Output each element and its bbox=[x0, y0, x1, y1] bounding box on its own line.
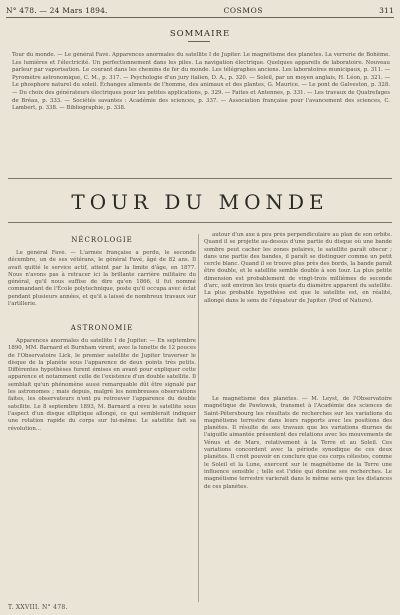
running-header bbox=[6, 4, 394, 16]
necrologie-paragraph: Le général Favé. — L'armée française a perdu, le seconde décembre, un de ses vétérans, le général Favé, âgé de 82 ans. Il avait quitté le service actif, atteint par la limite d'âge, en 1877. Nous n'avons pas à retracer ici la brillante carrière militaire du général, qu'il nous suffise de dire qu'en 1866, il fut nommé commandant de l'École polytechnique, poste qu'il occupa avec éclat pendant plusieurs années, et qu'il a laissé de nombreux travaux sur l'artillerie. bbox=[8, 250, 196, 308]
header-rule bbox=[6, 17, 394, 18]
section-rule-top bbox=[8, 178, 392, 179]
sommaire-text: Tour du monde. — Le général Favé. Apparences anormales du satellite I de Jupiter. Le magnétisme des planètes. La verrerie de Bohême. Les lumières et l'électricité. Un perfectionnement dans les piles. La navigation électrique. Quelques appareils de laboratoire. Nouveau parleur par vaporisation. Le courant dans les chemins de fer du monde. Les télégraphes anciens. Les laboratoires municipaux, p. 311. — Pyromètre astronomique, C. M., p. 317. — Psychologie d'un jury italien, D. A., p. 320. — Soleil, par un moyen anglais, H. Léon, p. 321. — Le phosphore naturel du soleil. Échanges aliments de l'homme, des animaux et des plantes, G. Maurice. — Le pont de Galveston, p. 328. — Du choix des générateurs électriques pour les petites applications, p. 329. — Faites et Antennes, p. 331. — Les travaux de Quatrefages de Bréau, p. 333. — Sociétés savantes : Académie des sciences, p. 337. — Association française pour l'avancement des sciences, C. Lambert, p. 338. — Bibliographie, p. 338. bbox=[12, 52, 390, 112]
footer-signature: T. XXVIII. N° 478. bbox=[8, 604, 68, 611]
section-title: TOUR DU MONDE bbox=[71, 190, 329, 214]
sommaire-rule bbox=[188, 41, 210, 42]
astronomie-heading: ASTRONOMIE bbox=[70, 324, 134, 332]
journal-title: COSMOS bbox=[223, 5, 264, 15]
necrologie-heading: NÉCROLOGIE bbox=[71, 236, 133, 244]
page-number: 311 bbox=[379, 5, 394, 15]
satellite-continuation-paragraph: autour d'un axe à peu près perpendiculaire au plan de son orbite. Quand il se projette au-dessus d'une partie du disque où une bande sombre peut cacher les zones polaires, le satellite paraît obscur ; dans une partie des bandes, il paraît se distinguer comme un petit cercle blanc. Quand il se trouve plus près des bords, la bande paraît être double, et le satellite semble double à son tour. La plus petite dimension est probablement de vingt-trois millièmes de seconde d'arc, soit environ les trois quarts du diamètre apparent du satellite. La plus probable hypothèse est que le satellite est, en réalité, allongé dans le sens de l'équateur de Jupiter. (Pod of Nature). bbox=[204, 232, 392, 304]
section-rule-bottom bbox=[8, 222, 392, 223]
column-divider bbox=[198, 234, 199, 602]
astronomie-paragraph: Apparences anormales du satellite I de Jupiter. — En septembre 1890, MM. Barnard et Burnham virent, avec la lunette de 12 pouces de l'Observatoire Lick, le premier satellite de Jupiter traverser le disque de la planète sous l'apparence de deux points très petits. Différentes hypothèses furent émises en avant pour expliquer cette apparence et notamment celle de l'existence d'un double satellite. Il semblait qu'un phénomène aussi remarquable dût être signalé par les astronomes ; mais depuis, malgré les nombreuses observations faites, les observateurs n'ont pu retrouver l'apparence du double satellite. Le 8 septembre 1893, M. Barnard a revu le satellite sous l'aspect d'un disque elliptique allongé, ce qui semblerait indiquer une rotation rapide du corps sur lui-même. Le satellite fait sa révolution... bbox=[8, 338, 196, 432]
issue-number: N° 478. — 24 Mars 1894. bbox=[6, 5, 108, 15]
sommaire-heading: SOMMAIRE bbox=[169, 29, 231, 39]
left-column bbox=[8, 232, 196, 544]
magnetisme-paragraph: Le magnétisme des planètes. — M. Leyst, de l'Observatoire magnétique de Pawlowsk, transmet à l'Académie des sciences de Saint-Pétersbourg les résultats de recherches sur les variations du magnétisme terrestre dans leurs rapports avec les positions des planètes. Il résulte de ses travaux que les variations diurnes de l'aiguille aimantée présentent des relations avec les mouvements de Vénus et de Mars, relativement à la Terre et au Soleil. Ces variations concordent avec la période synodique de ces deux planètes. Il croit pouvoir en conclure que ces corps célestes, comme le Soleil et la Lune, exercent sur le magnétisme de la Terre une influence sensible ; telle est l'idée qui domine ses recherches. Le magnétisme terrestre varierait dans le même sens que les distances de ces planètes. bbox=[204, 396, 392, 490]
right-column bbox=[204, 232, 392, 594]
